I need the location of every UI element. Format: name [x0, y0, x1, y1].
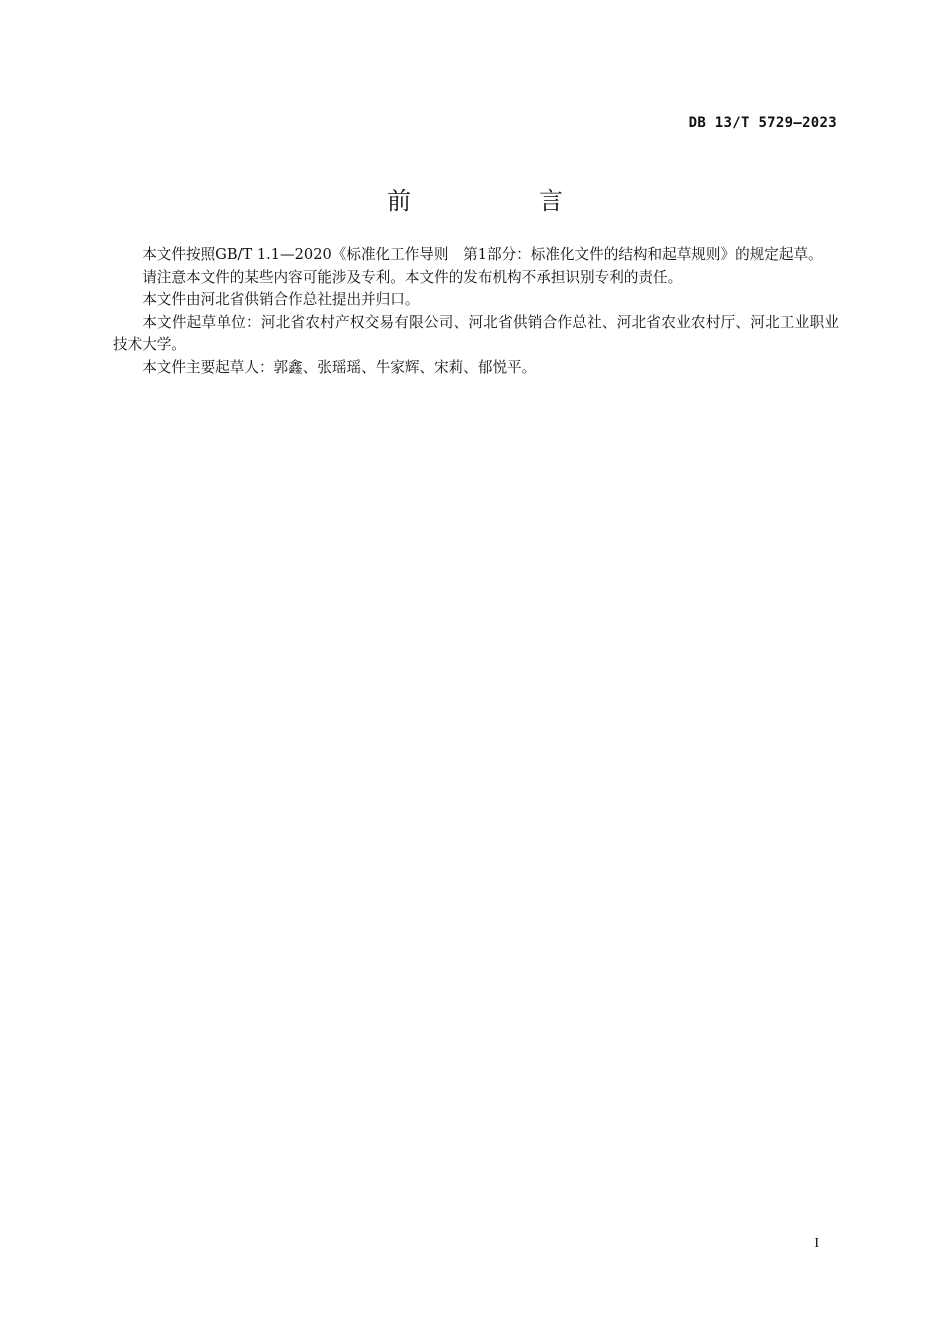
preface-body — [113, 244, 839, 380]
page-title: 前 言 — [387, 187, 615, 215]
standard-code: DB 13/T 5729—2023 — [688, 115, 837, 131]
paragraph-proposer: 本文件由河北省供销合作总社提出并归口。 — [142, 291, 420, 309]
paragraph-drafting-rules: 本文件按照GB/T 1.1—2020《标准化工作导则 第1部分：标准化文件的结构和起草规则》的规定起草。 — [142, 246, 823, 263]
paragraph-patent-notice: 请注意本文件的某些内容可能涉及专利。本文件的发布机构不承担识别专利的责任。 — [142, 268, 683, 286]
paragraph-drafting-units: 本文件起草单位：河北省农村产权交易有限公司、河北省供销合作总社、河北省农业农村厅、河北工业职业技术大学。 — [113, 313, 839, 354]
paragraph-drafters: 本文件主要起草人：郭鑫、张瑶瑶、牛家辉、宋莉、郁悦平。 — [142, 358, 537, 376]
page-number: I — [814, 1236, 819, 1251]
